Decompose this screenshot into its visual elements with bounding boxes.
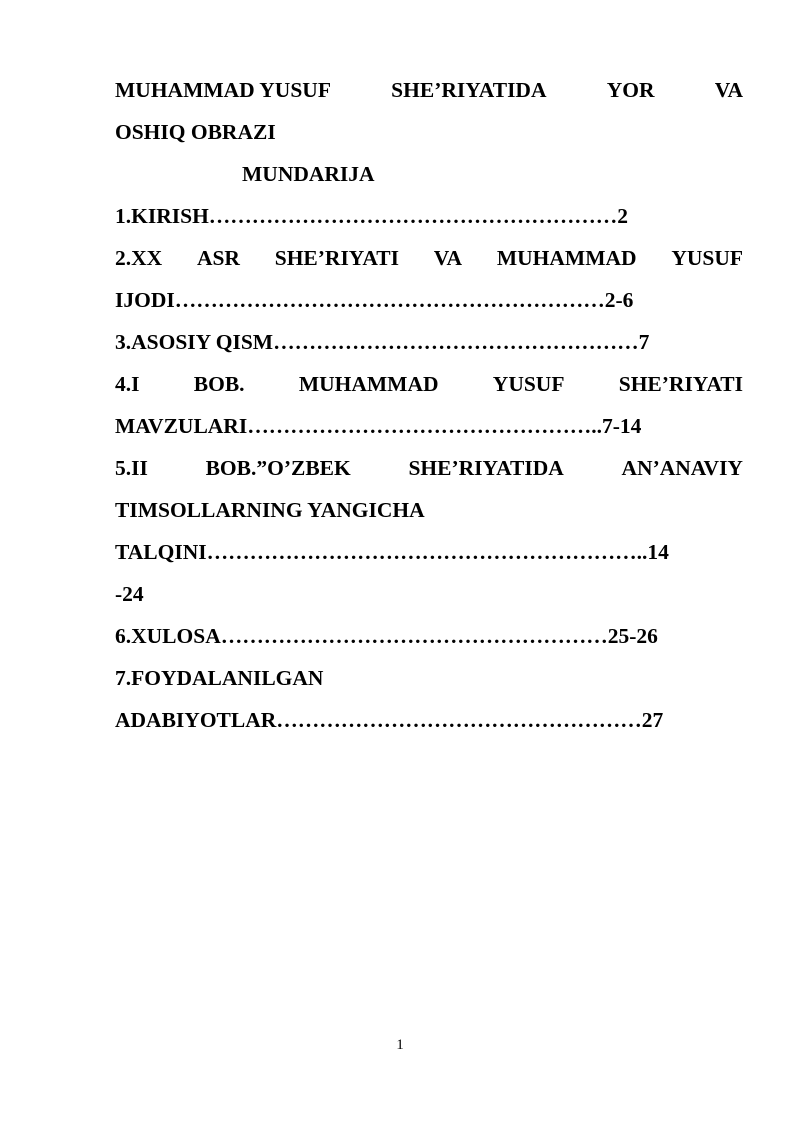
- toc-entry-introduction: 1.KIRISH…………………………………………………2: [115, 204, 629, 228]
- contents-heading: MUNDARIJA: [242, 162, 375, 186]
- toc-entry-7-line-2: ADABIYOTLAR……………………………………………27: [115, 708, 664, 732]
- toc-entry-4-line-2: MAVZULARI…………………………………………..7-14: [115, 414, 642, 438]
- page-number: 1: [396, 1037, 404, 1053]
- toc-entry-5-line-1: [115, 453, 743, 483]
- toc-entry-5-line-2: TIMSOLLARNING YANGICHA: [115, 498, 425, 522]
- toc-word: YUSUF: [671, 246, 743, 270]
- toc-word: ASR: [196, 246, 240, 270]
- toc-word: SHE’RIYATIDA: [408, 456, 564, 480]
- toc-word: AN’ANAVIY: [621, 456, 743, 480]
- toc-word: MUHAMMAD: [496, 246, 637, 270]
- toc-entry-2-line-2: IJODI……………………………………………………2-6: [115, 288, 634, 312]
- toc-word: BOB.: [193, 372, 245, 396]
- title-word: VA: [714, 78, 743, 102]
- toc-entry-conclusion: 6.XULOSA………………………………………………25-26: [115, 624, 658, 648]
- toc-entry-2-line-1: [115, 243, 743, 273]
- toc-word: 2.XX: [115, 246, 163, 270]
- toc-word: MUHAMMAD: [298, 372, 439, 396]
- title-word: YOR: [606, 78, 655, 102]
- toc-word: SHE’RIYATI: [274, 246, 399, 270]
- toc-entry-main-part: 3.ASOSIY QISM……………………………………………7: [115, 330, 650, 354]
- toc-word: BOB.”O’ZBEK: [205, 456, 351, 480]
- title-word: MUHAMMAD YUSUF: [115, 78, 331, 102]
- toc-word: VA: [433, 246, 463, 270]
- toc-entry-7-line-1: 7.FOYDALANILGAN: [115, 666, 324, 690]
- document-title-line-2: OSHIQ OBRAZI: [115, 120, 276, 144]
- document-title-line-1: [115, 75, 743, 105]
- toc-entry-5-line-4: -24: [115, 582, 144, 606]
- toc-word: SHE’RIYATI: [618, 372, 743, 396]
- toc-word: YUSUF: [492, 372, 565, 396]
- toc-entry-4-line-1: [115, 369, 743, 399]
- toc-word: 4.I: [115, 372, 140, 396]
- toc-word: 5.II: [115, 456, 148, 480]
- title-word: SHE’RIYATIDA: [391, 78, 547, 102]
- toc-entry-5-line-3: TALQINI……………………………………………………..14: [115, 540, 669, 564]
